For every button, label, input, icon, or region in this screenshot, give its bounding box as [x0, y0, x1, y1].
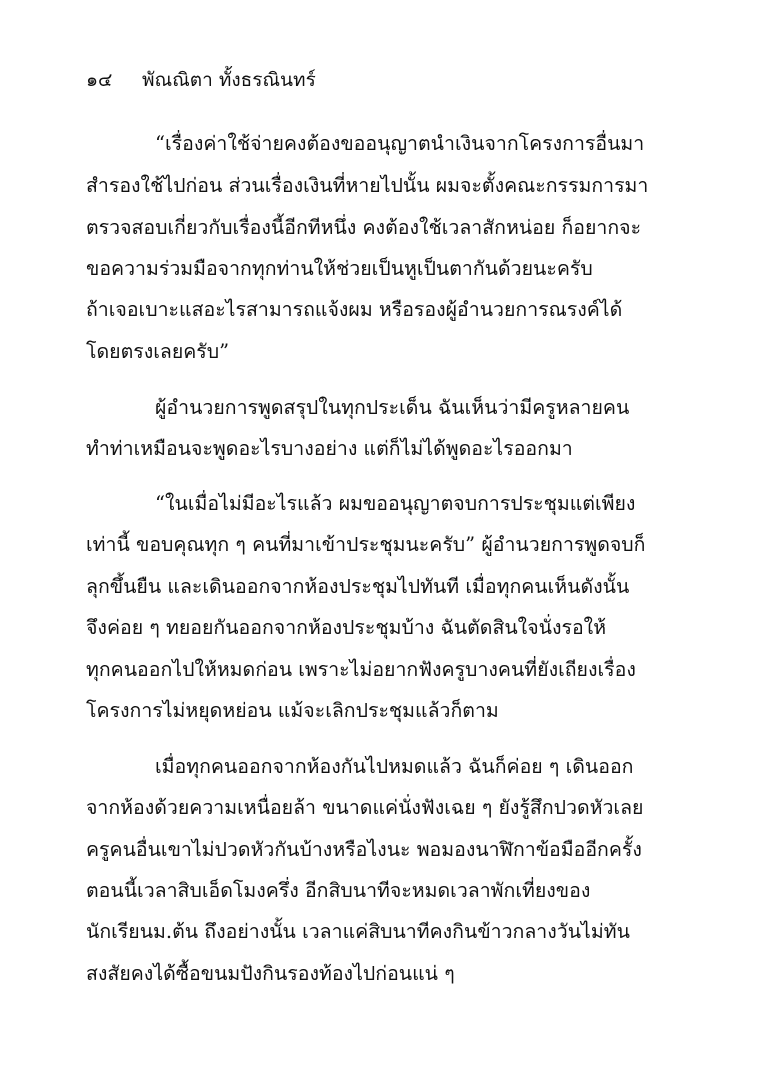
text-line: ตรวจสอบเกี่ยวกับเรื่องนี้อีกทีหนึ่ง คงต้องใช้เวลาสักหน่อย ก็อยากจะ — [86, 216, 642, 239]
text-line: ตอนนี้เวลาสิบเอ็ดโมงครึ่ง อีกสิบนาทีจะหมดเวลาพักเที่ยงของ — [86, 879, 591, 902]
text-line: ขอความร่วมมือจากทุกท่านให้ช่วยเป็นหูเป็นตากันด้วยนะครับ — [86, 257, 593, 280]
text-line: จากห้องด้วยความเหนื่อยล้า ขนาดแค่นั่งฟังเฉย ๆ ยังรู้สึกปวดหัวเลย — [86, 796, 644, 819]
page-number: ๑๔ — [86, 69, 113, 91]
text-line: โดยตรงเลยครับ” — [86, 340, 230, 363]
text-line: ลุกขึ้นยืน และเดินออกจากห้องประชุมไปทันที เมื่อทุกคนเห็นดังนั้น — [86, 575, 630, 598]
text-line: สำรองใช้ไปก่อน ส่วนเรื่องเงินที่หายไปนั้น ผมจะตั้งคณะกรรมการมา — [86, 174, 649, 197]
text-line: นักเรียนม.ต้น ถึงอย่างนั้น เวลาแค่สิบนาทีคงกินข้าวกลางวันไม่ทัน — [86, 920, 630, 943]
text-line: ทำท่าเหมือนจะพูดอะไรบางอย่าง แต่ก็ไม่ได้พูดอะไรออกมา — [86, 437, 573, 460]
text-line: เท่านี้ ขอบคุณทุก ๆ คนที่มาเข้าประชุมนะครับ” ผู้อำนวยการพูดจบก็ — [86, 533, 646, 556]
text-line: จึงค่อย ๆ ทยอยกันออกจากห้องประชุมบ้าง ฉันตัดสินใจนั่งรอให้ — [86, 616, 607, 639]
text-line: “ในเมื่อไม่มีอะไรแล้ว ผมขออนุญาตจบการประชุมแต่เพียง — [155, 492, 636, 515]
running-header — [86, 66, 316, 94]
text-line: ครูคนอื่นเขาไม่ปวดหัวกันบ้างหรือไงนะ พอมองนาฬิกาข้อมืออีกครั้ง — [86, 838, 642, 861]
text-line: “เรื่องค่าใช้จ่ายคงต้องขออนุญาตนำเงินจากโครงการอื่นมา — [155, 132, 645, 155]
text-line: เมื่อทุกคนออกจากห้องกันไปหมดแล้ว ฉันก็ค่อย ๆ เดินออก — [155, 755, 634, 778]
author-name: พัณณิตา ทั้งธรณินทร์ — [142, 69, 316, 91]
text-line: สงสัยคงได้ซื้อขนมปังกินรองท้องไปก่อนแน่ ๆ — [86, 962, 455, 985]
text-line: ถ้าเจอเบาะแสอะไรสามารถแจ้งผม หรือรองผู้อำนวยการณรงค์ได้ — [86, 298, 623, 321]
text-line: โครงการไม่หยุดหย่อน แม้จะเลิกประชุมแล้วก็ตาม — [86, 699, 499, 722]
text-line: ทุกคนออกไปให้หมดก่อน เพราะไม่อยากฟังครูบางคนที่ยังเถียงเรื่อง — [86, 658, 636, 681]
text-line: ผู้อำนวยการพูดสรุปในทุกประเด็น ฉันเห็นว่ามีครูหลายคน — [155, 396, 630, 419]
